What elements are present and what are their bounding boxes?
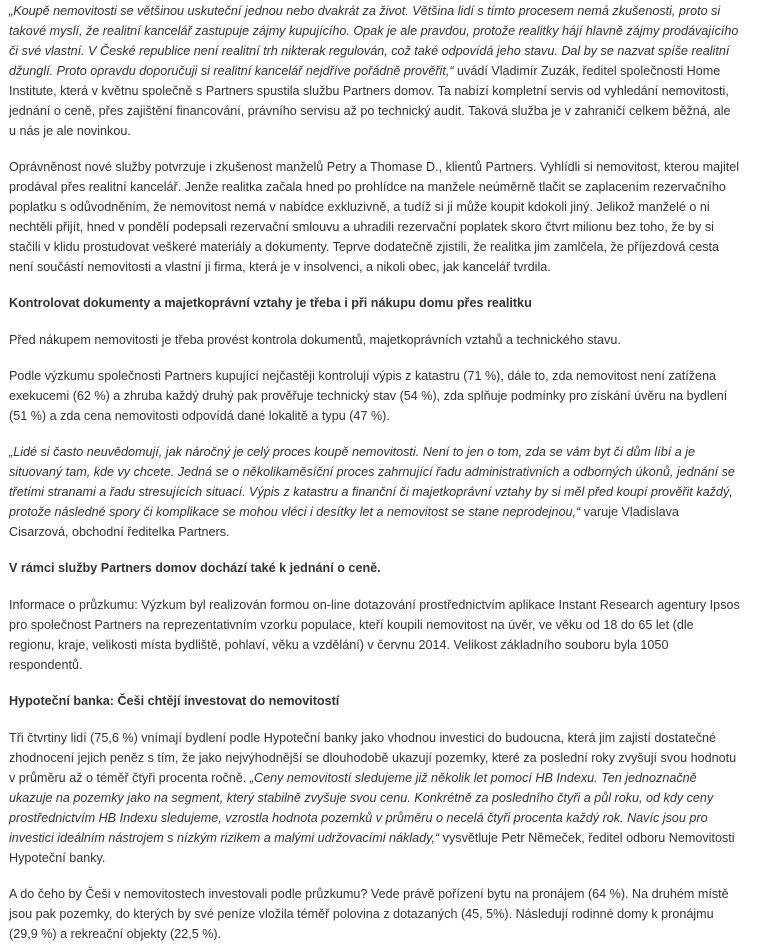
paragraph-text: Informace o průzkumu: Výzkum byl realizován formou on-line dotazování prostřednictvím aplikace Instant Research agentury Ipsos pro společnost Partners na reprezentativním vzorku populace, kteří koupili nemovitost na úvěr, ve věku od 18 do 65 let (dle regionu, kraje, velikosti místa bydliště, pohlaví, věku a vzdělání) v červnu 2014. Velikost základního souboru byla 1050 respondentů. [9,598,740,672]
paragraph-investment-preferences [9,884,741,944]
section-heading-documents: Kontrolovat dokumenty a majetkoprávní vztahy je třeba i při nákupu domu přes realitku [9,296,532,310]
paragraph-text: Oprávněnost nové služby potvrzuje i zkušenost manželů Petry a Thomase D., klientů Partners. Vyhlídli si nemovitost, kterou majitel prodával přes realitní kancelář. Jenže realitka začala hned po prohlídce na manžele neúměrně tlačit se zaplacením rezervačního poplatku s odůvodněním, že nemovitost nemá v nabídce exkluzivně, a tudíž si ji může koupit kdokoli jiný. Jelikož manželé o ni nechtěli přijít, hned v pondělí podepsali rezervační smlouvu a uhradili rezervační poplatek skoro čtvrt milionu bez toho, že by si stačili v klidu prostudovat veškeré materiály a dokumenty. Teprve dodatečně zjistili, že realitka jim zamlčela, že příjezdová cesta není součástí nemovitosti a vlastní ji firma, která je v insolvenci, a nikoli obec, jak kancelář tvrdila. [9,160,740,274]
paragraph-client-story [9,157,741,277]
quote-text: „Lidé si často neuvědomují, jak náročný je celý proces koupě nemovitosti. Není to jen o tom, zda se vám byt či dům líbí a je situovaný tam, kde vy chcete. Jedná se o několikaměsíční proces zahrnující řadu administrativních a odborných úkonů, jednání se třetími stranami a řadu stresujících situací. Výpis z katastru a finanční či majetkoprávní vztahy by si měl před koupí prověřit každý, protože následné spory či komplikace se mohou vléci i desítky let a nemovitost se stane neprodejnou,“ [9,445,735,519]
paragraph-text: uvádí Vladimír Zuzák, ředitel společnosti Home Institute, která v květnu společně s Partners spustila službu Partners domov. Ta nabízí kompletní servis od vyhledání nemovitosti, jednání o ceně, přes zajištění financování, právního servisu až po technický audit. Taková služba je v zahraničí celkem běžná, ale u nás je ale novinkou. [9,64,731,138]
paragraph-text: vysvětluje Petr Němeček, ředitel odboru Nemovitosti Hypoteční banky. [9,831,735,865]
quote-text: „Ceny nemovitostí sledujeme již několik let pomocí HB Indexu. Ten jednoznačně ukazuje na pozemky jako na segment, který stabilně zvyšuje svou cenu. Konkrétně za posledního čtyři a půl roku, od kdy ceny prostřednictvím HB Indexu sledujeme, vzrostla hodnota pozemků v průměru o necelá čtyři procenta každý rok. Navíc jsou pro investici ideálním nástrojem s nízkým rizikem a malými udržovacími náklady,“ [9,771,714,845]
paragraph-text: Tři čtvrtiny lidí (75,6 %) vnímají bydlení podle Hypoteční banky jako vhodnou investici do budoucna, která jim zajistí dostatečné zhodnocení jejich peněz s tím, že jako nejvýhodnější se dlouhodobě ukazují pozemky, které za poslední roky zvyšují svou hodnotu v průměru až o téměř čtyři procenta ročně. [9,731,737,785]
paragraph-zuzak-quote [9,1,741,141]
section-heading-price-negotiation: V rámci služby Partners domov dochází také k jednání o ceně. [9,561,381,575]
paragraph-text: Před nákupem nemovitosti je třeba provést kontrola dokumentů, majetkoprávních vztahů a technického stavu. [9,333,621,347]
paragraph-research-results [9,366,741,426]
paragraph-text: Podle výzkumu společnosti Partners kupující nejčastěji kontrolují výpis z katastru (71 %), dále to, zda nemovitost není zatížena exekucemi (62 %) a zhruba každý druhý pak prověřuje technický stav (54 %), zda splňuje podmínky pro získání úvěru na bydlení (51 %) a zda cena nemovitosti odpovídá dané lokalitě a typu (47 %). [9,369,728,423]
quote-text: „Koupě nemovitosti se většinou uskuteční jednou nebo dvakrát za život. Většina lidí s tímto procesem nemá zkušenosti, proto si takové myslí, že realitní kancelář zastupuje zájmy kupujícího. Opak je ale pravdou, protože realitky hájí hlavně zájmy prodávajícího či své vlastní. V České republice není realitní trh nikterak regulován, což také odpovídá jeho stavu. Dal by se nazvat spíše realitní džunglí. Proto opravdu doporučuji si realitní kancelář nejdříve pořádně prověřit,“ [9,4,739,78]
paragraph-cisarzova-quote [9,442,741,542]
section-heading-hypotecni-banka: Hypoteční banka: Češi chtějí investovat do nemovitostí [9,694,340,708]
paragraph-text: A do čeho by Češi v nemovitostech investovali podle průzkumu? Vede právě pořízení bytu na pronájem (64 %). Na druhém místě jsou pak pozemky, do kterých by své peníze vložila téměř polovina z dotazaných (45, 5%). Následují rodinné domy k pronájmu (29,9 %) a rekreační objekty (22,5 %). [9,887,729,941]
paragraph-nemecek-quote [9,728,741,868]
paragraph-text: varuje Vladislava Cisarzová, obchodní ředitelka Partners. [9,505,679,539]
paragraph-before-purchase [9,330,741,350]
paragraph-survey-info [9,595,741,675]
